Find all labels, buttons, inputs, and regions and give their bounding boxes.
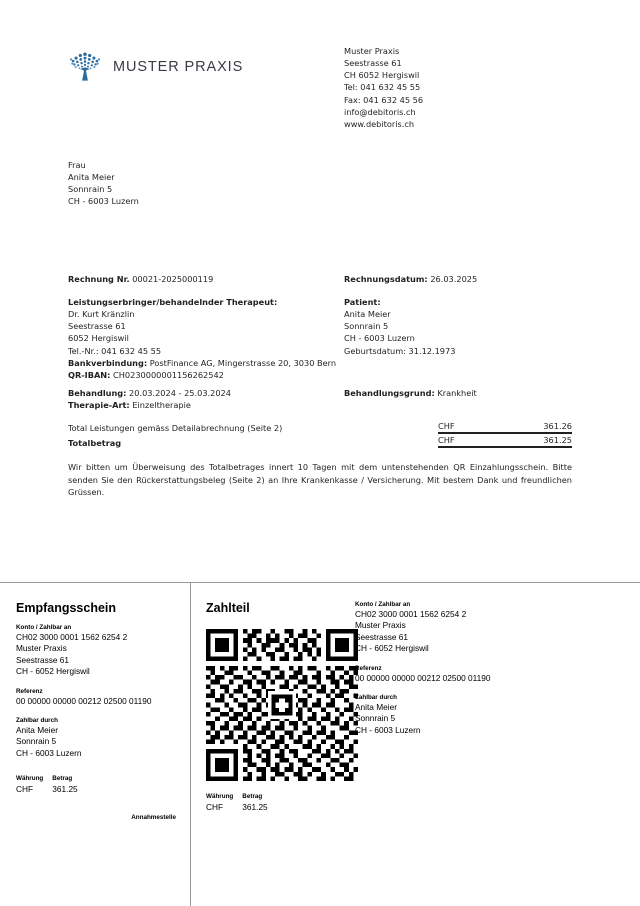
payment-amount-column [242,793,267,813]
payment-section [206,601,626,812]
currency-header: Währung [206,793,234,800]
treatment-block [68,387,231,411]
qr-code-image [206,629,358,781]
recipient-line: Anita Meier [68,172,115,183]
bank-value: PostFinance AG, Mingerstrasse 20, 3030 Bern [149,358,337,368]
payment-amount-block [206,793,268,813]
receipt-amount-block [16,775,176,795]
therapy-type-label: Therapie-Art: [68,400,130,411]
payable-by-header: Zahlbar durch [355,694,397,702]
recipient-line: Sonnrain 5 [68,184,113,195]
receipt-section [16,601,176,821]
payment-account-block [355,601,625,655]
payment-instructions: Wir bitten um Überweisung des Totalbetrages innert 10 Tagen mit dem untenstehenden QR Einzahlungsschein. Bitte senden Sie den Rückerstattungsbeleg (Seite 2) an Ihre Krankenkasse / Versicherung. Mit bestem Dank und freundlichen Grüssen. [68,462,572,498]
tree-person-logo-icon [68,50,102,84]
therapy-type [68,399,231,411]
sender-address-block [344,45,423,130]
payment-currency-column [206,793,233,813]
therapy-type-value: Einzeltherapie [132,400,191,411]
patient-block [344,296,455,357]
recipient-line: CH - 6003 Luzern [68,196,139,207]
payable-by-line: Anita Meier [16,725,58,736]
account-line: Seestrasse 61 [16,654,70,665]
swiss-qr-payment-slip [0,582,640,905]
bank-connection [68,357,336,369]
amount-value: 361.25 [242,802,268,812]
account-line: CH - 6052 Hergiswil [355,643,429,654]
receipt-payable-by-block [16,717,176,759]
patient-birthdate: Geburtsdatum: 31.12.1973 [344,345,456,356]
payable-by-header: Zahlbar durch [16,717,58,725]
currency-value: CHF [206,802,224,812]
qr-iban-label: QR-IBAN: [68,370,111,381]
receipt-reference-block [16,688,176,707]
treatment-period [68,387,231,399]
sender-line: CH 6052 Hergiswil [344,70,420,81]
invoice-number-label: Rechnung Nr. [68,274,130,284]
payment-title: Zahlteil [206,601,250,615]
line-total-currency: CHF [438,421,455,431]
grand-total-label: Totalbetrag [68,438,122,448]
sender-line: Tel: 041 632 45 55 [344,82,421,93]
account-line: Muster Praxis [16,643,67,654]
currency-value: CHF [16,784,34,795]
treatment-value: 20.03.2024 - 25.03.2024 [129,388,231,398]
sender-line: Muster Praxis [344,46,400,56]
swiss-qr-code [206,629,358,781]
qr-iban-value: CH0230000001156262542 [113,370,224,381]
sender-line: Seestrasse 61 [344,58,402,69]
invoice-number-value: 00021-2025000119 [132,274,214,284]
slip-divider [190,583,191,906]
line-total-amount [438,421,572,433]
patient-line: Sonnrain 5 [344,321,389,332]
reference-value: 00 00000 00000 00212 02500 01190 [355,672,491,683]
reference-header: Referenz [16,687,43,695]
provider-block [68,296,277,357]
payment-info-column [355,601,625,736]
account-line: Seestrasse 61 [355,631,409,642]
amount-value: 361.25 [52,784,78,795]
patient-line: CH - 6003 Luzern [344,333,415,344]
payable-by-line: Sonnrain 5 [355,713,396,724]
invoice-date [344,274,477,284]
provider-line: Tel.-Nr.: 041 632 45 55 [68,345,162,356]
account-header: Konto / Zahlbar an [355,601,411,608]
amount-header: Betrag [52,775,73,783]
amount-header: Betrag [242,793,263,800]
payable-by-line: Sonnrain 5 [16,736,57,747]
acceptance-point-label: Annahmestelle [131,813,176,821]
sender-email: info@debitoris.ch [344,106,416,117]
reference-header: Referenz [355,664,382,672]
grand-total-value: 361.25 [543,435,572,445]
invoice-date-label: Rechnungsdatum: [344,274,428,284]
table-row [68,418,572,433]
provider-line: 6052 Hergiswil [68,333,129,344]
company-logo [68,50,243,84]
account-line: Muster Praxis [355,620,406,631]
totals-table [68,418,572,448]
qr-iban [68,369,336,381]
payable-by-line: CH - 6003 Luzern [355,724,421,735]
line-total-label: Total Leistungen gemäss Detailabrechnung (Seite 2) [68,423,283,433]
recipient-line: Frau [68,160,86,170]
grand-total-amount [438,433,572,448]
sender-website: www.debitoris.ch [344,118,415,129]
treatment-reason-value: Krankheit [437,388,477,398]
provider-line: Seestrasse 61 [68,321,126,332]
company-name: MUSTER PRAXIS [113,59,244,75]
account-iban: CH02 3000 0001 1562 6254 2 [355,609,467,619]
patient-line: Anita Meier [344,309,391,320]
payable-by-line: Anita Meier [355,702,397,713]
payable-by-line: CH - 6003 Luzern [16,747,82,758]
recipient-address-block [68,159,139,208]
reference-value: 00 00000 00000 00212 02500 01190 [16,695,152,706]
receipt-amount-column [52,775,77,795]
receipt-title: Empfangsschein [16,601,117,615]
bank-details [68,357,336,381]
invoice-number [68,274,213,284]
receipt-currency-column [16,775,43,795]
payment-payable-by-block [355,694,625,736]
provider-line: Dr. Kurt Kränzlin [68,309,135,320]
treatment-label: Behandlung: [68,388,127,398]
grand-total-currency: CHF [438,435,455,445]
receipt-account-block [16,624,176,678]
sender-line: Fax: 041 632 45 56 [344,94,424,105]
provider-heading: Leistungserbringer/behandelnder Therapeut: [68,297,278,307]
table-row [68,433,572,448]
treatment-reason-label: Behandlungsgrund: [344,388,435,398]
account-iban: CH02 3000 0001 1562 6254 2 [16,632,128,642]
invoice-date-value: 26.03.2025 [430,274,478,284]
currency-header: Währung [16,775,44,783]
line-total-value: 361.26 [543,421,572,431]
bank-label: Bankverbindung: [68,358,148,368]
account-header: Konto / Zahlbar an [16,624,72,631]
account-line: CH - 6052 Hergiswil [16,666,90,677]
payment-reference-block [355,665,625,684]
patient-heading: Patient: [344,297,381,307]
treatment-reason [344,387,477,399]
